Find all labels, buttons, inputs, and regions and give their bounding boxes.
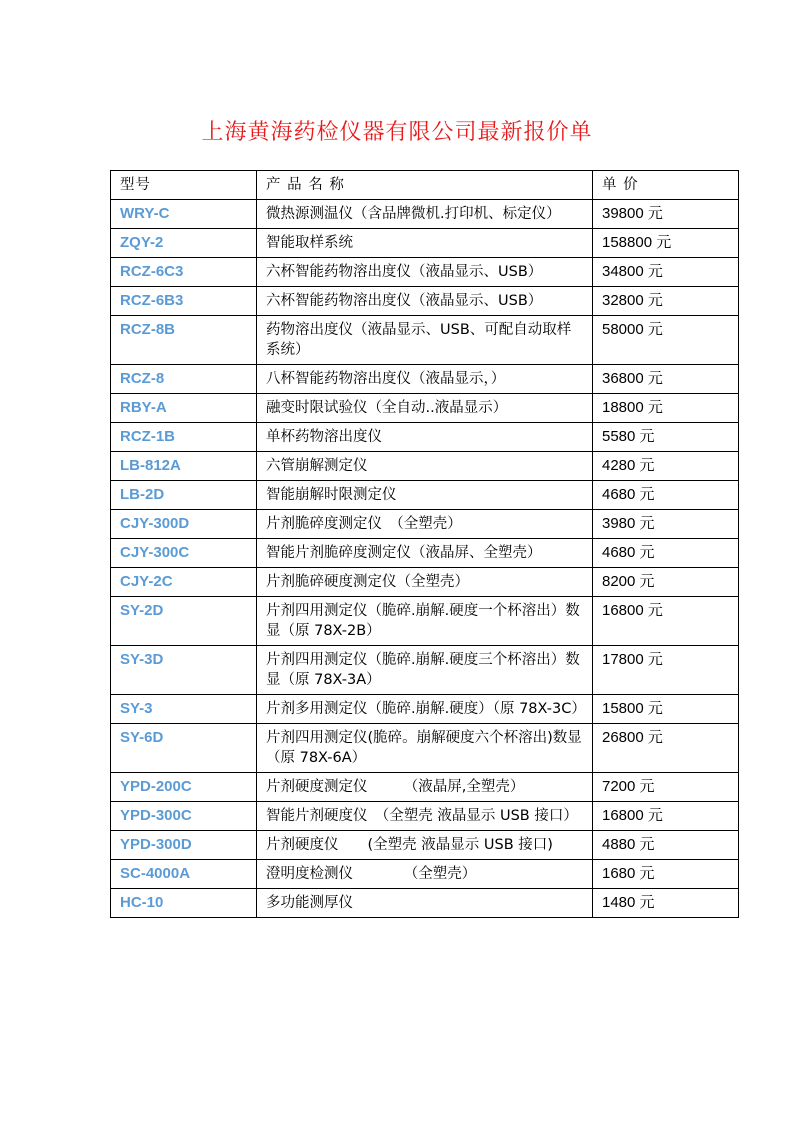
- price-cell: 3980 元: [593, 510, 739, 539]
- price-cell: 36800 元: [593, 365, 739, 394]
- table-row: [111, 481, 739, 510]
- model-cell: SY-6D: [111, 724, 257, 773]
- price-cell: 7200 元: [593, 773, 739, 802]
- table-row: [111, 539, 739, 568]
- price-cell: 26800 元: [593, 724, 739, 773]
- price-cell: 39800 元: [593, 200, 739, 229]
- header-unit-price: 单 价: [593, 171, 739, 200]
- price-cell: 5580 元: [593, 423, 739, 452]
- table-body: [111, 200, 739, 918]
- model-cell: SC-4000A: [111, 860, 257, 889]
- product-name-cell: 片剂四用测定仪（脆碎.崩解.硬度一个杯溶出）数显（原 78X-2B）: [257, 597, 593, 646]
- model-cell: RCZ-1B: [111, 423, 257, 452]
- table-row: [111, 365, 739, 394]
- model-cell: RCZ-6C3: [111, 258, 257, 287]
- table-row: [111, 510, 739, 539]
- model-cell: SY-3: [111, 695, 257, 724]
- model-cell: RBY-A: [111, 394, 257, 423]
- price-cell: 16800 元: [593, 597, 739, 646]
- product-name-cell: 片剂脆碎硬度测定仪（全塑壳）: [257, 568, 593, 597]
- product-name-cell: 片剂硬度仪 (全塑壳 液晶显示 USB 接口): [257, 831, 593, 860]
- table-row: [111, 724, 739, 773]
- model-cell: LB-2D: [111, 481, 257, 510]
- table-row: [111, 568, 739, 597]
- model-cell: RCZ-8B: [111, 316, 257, 365]
- table-row: [111, 452, 739, 481]
- table-header-row: [111, 171, 739, 200]
- price-cell: 4680 元: [593, 539, 739, 568]
- price-cell: 16800 元: [593, 802, 739, 831]
- table-row: [111, 646, 739, 695]
- product-name-cell: 智能取样系统: [257, 229, 593, 258]
- product-name-cell: 片剂四用测定仪（脆碎.崩解.硬度三个杯溶出）数显（原 78X-3A）: [257, 646, 593, 695]
- model-cell: CJY-2C: [111, 568, 257, 597]
- model-cell: CJY-300D: [111, 510, 257, 539]
- table-row: [111, 597, 739, 646]
- product-name-cell: 八杯智能药物溶出度仪（液晶显示，）: [257, 365, 593, 394]
- table-row: [111, 316, 739, 365]
- price-cell: 4880 元: [593, 831, 739, 860]
- product-name-cell: 澄明度检测仪 （全塑壳）: [257, 860, 593, 889]
- product-name-cell: 药物溶出度仪（液晶显示、USB、可配自动取样系统）: [257, 316, 593, 365]
- model-cell: YPD-300C: [111, 802, 257, 831]
- price-cell: 4280 元: [593, 452, 739, 481]
- product-name-cell: 片剂多用测定仪（脆碎.崩解.硬度）（原 78X-3C）: [257, 695, 593, 724]
- product-name-cell: 融变时限试验仪（全自动..液晶显示）: [257, 394, 593, 423]
- model-cell: YPD-200C: [111, 773, 257, 802]
- product-name-cell: 智能崩解时限测定仪: [257, 481, 593, 510]
- header-model: 型号: [111, 171, 257, 200]
- price-cell: 158800 元: [593, 229, 739, 258]
- document-title: 上海黄海药检仪器有限公司最新报价单: [201, 120, 593, 145]
- table-row: [111, 200, 739, 229]
- price-cell: 32800 元: [593, 287, 739, 316]
- header-product-name: 产 品 名 称: [257, 171, 593, 200]
- price-cell: 18800 元: [593, 394, 739, 423]
- model-cell: WRY-C: [111, 200, 257, 229]
- product-name-cell: 智能片剂硬度仪 （全塑壳 液晶显示 USB 接口）: [257, 802, 593, 831]
- model-cell: CJY-300C: [111, 539, 257, 568]
- product-name-cell: 单杯药物溶出度仪: [257, 423, 593, 452]
- product-name-cell: 片剂四用测定仪(脆碎。崩解硬度六个杯溶出)数显 （原 78X-6A）: [257, 724, 593, 773]
- price-cell: 8200 元: [593, 568, 739, 597]
- model-cell: RCZ-6B3: [111, 287, 257, 316]
- product-name-cell: 六杯智能药物溶出度仪（液晶显示、USB）: [257, 287, 593, 316]
- product-name-cell: 六杯智能药物溶出度仪（液晶显示、USB）: [257, 258, 593, 287]
- price-cell: 1480 元: [593, 889, 739, 918]
- model-cell: RCZ-8: [111, 365, 257, 394]
- model-cell: SY-3D: [111, 646, 257, 695]
- price-table: [110, 170, 739, 918]
- model-cell: ZQY-2: [111, 229, 257, 258]
- model-cell: SY-2D: [111, 597, 257, 646]
- product-name-cell: 智能片剂脆碎度测定仪（液晶屏、全塑壳）: [257, 539, 593, 568]
- table-row: [111, 889, 739, 918]
- table-row: [111, 287, 739, 316]
- model-cell: LB-812A: [111, 452, 257, 481]
- table-row: [111, 773, 739, 802]
- model-cell: HC-10: [111, 889, 257, 918]
- table-row: [111, 802, 739, 831]
- table-row: [111, 695, 739, 724]
- product-name-cell: 六管崩解测定仪: [257, 452, 593, 481]
- table-row: [111, 860, 739, 889]
- table-row: [111, 229, 739, 258]
- price-cell: 15800 元: [593, 695, 739, 724]
- product-name-cell: 多功能测厚仪: [257, 889, 593, 918]
- product-name-cell: 片剂硬度测定仪 （液晶屏,全塑壳）: [257, 773, 593, 802]
- product-name-cell: 片剂脆碎度测定仪 （全塑壳）: [257, 510, 593, 539]
- product-name-cell: 微热源测温仪（含品牌微机.打印机、标定仪）: [257, 200, 593, 229]
- table-row: [111, 831, 739, 860]
- price-cell: 1680 元: [593, 860, 739, 889]
- table-row: [111, 423, 739, 452]
- price-cell: 4680 元: [593, 481, 739, 510]
- table-row: [111, 394, 739, 423]
- price-cell: 58000 元: [593, 316, 739, 365]
- table-row: [111, 258, 739, 287]
- price-cell: 34800 元: [593, 258, 739, 287]
- price-cell: 17800 元: [593, 646, 739, 695]
- model-cell: YPD-300D: [111, 831, 257, 860]
